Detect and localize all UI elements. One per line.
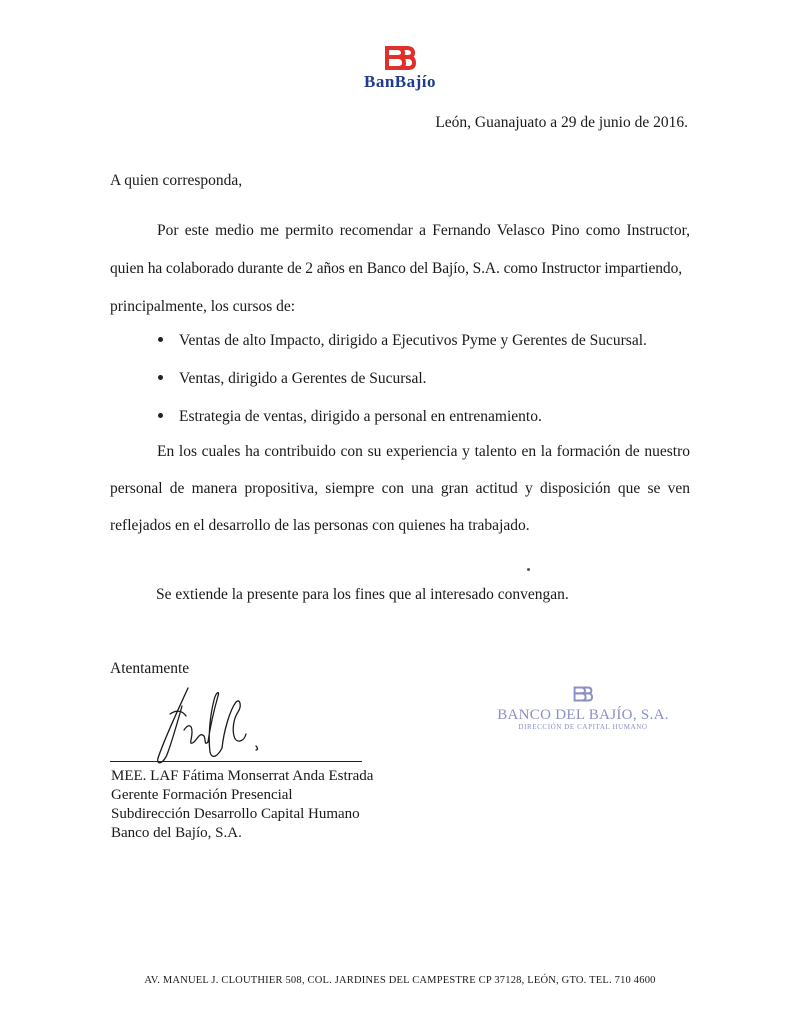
paragraph-line: reflejados en el desarrollo de las personas con quienes ha trabajado. <box>110 517 530 534</box>
signer-company: Banco del Bajío, S.A. <box>111 825 242 841</box>
signer-department: Subdirección Desarrollo Capital Humano <box>111 806 360 822</box>
paragraph-line: quien ha colaborado durante de 2 años en Banco del Bajío, S.A. como Instructor impartiendo, <box>110 260 682 277</box>
closing-sentence: Se extiende la presente para los fines que al interesado convengan. <box>156 586 569 603</box>
salutation: A quien corresponda, <box>110 172 243 189</box>
signer-title: Gerente Formación Presencial <box>111 787 293 803</box>
list-item <box>158 332 647 350</box>
signer-name: MEE. LAF Fátima Monserrat Anda Estrada <box>111 768 374 784</box>
brand-name: BanBajío <box>363 72 437 91</box>
course-label: Ventas de alto Impacto, dirigido a Ejecutivos Pyme y Gerentes de Sucursal. <box>179 332 647 349</box>
footer-address: AV. MANUEL J. CLOUTHIER 508, COL. JARDINES DEL CAMPESTRE CP 37128, LEÓN, GTO. TEL. 710 4600 <box>144 975 656 986</box>
stamp-department: DIRECCIÓN DE CAPITAL HUMANO <box>518 723 648 731</box>
letter-date: León, Guanajuato a 29 de junio de 2016. <box>435 114 688 131</box>
bullet-icon <box>158 413 163 418</box>
regards: Atentamente <box>110 660 190 677</box>
handwritten-signature <box>148 680 278 770</box>
letterhead-logo <box>0 46 800 92</box>
bullet-icon <box>158 337 163 342</box>
banbajio-logo-mark <box>383 46 417 70</box>
department-stamp <box>488 686 678 731</box>
paragraph-line: principalmente, los cursos de: <box>110 298 296 315</box>
list-item <box>158 370 427 388</box>
paragraph-line: personal de manera propositiva, siempre con una gran actitud y disposición que se ven <box>110 480 690 497</box>
stamp-logo-icon <box>572 686 594 702</box>
paragraph-line: En los cuales ha contribuido con su experiencia y talento en la formación de nuestro <box>157 443 690 460</box>
stamp-bank-name: BANCO DEL BAJÍO, S.A. <box>497 707 669 723</box>
bullet-icon <box>158 375 163 380</box>
list-item <box>158 408 542 426</box>
signature-line <box>110 761 362 762</box>
paragraph-line: Por este medio me permito recomendar a Fernando Velasco Pino como Instructor, <box>157 222 690 239</box>
course-label: Estrategia de ventas, dirigido a personal en entrenamiento. <box>179 408 542 425</box>
scan-speck <box>527 568 530 571</box>
course-label: Ventas, dirigido a Gerentes de Sucursal. <box>179 370 427 387</box>
